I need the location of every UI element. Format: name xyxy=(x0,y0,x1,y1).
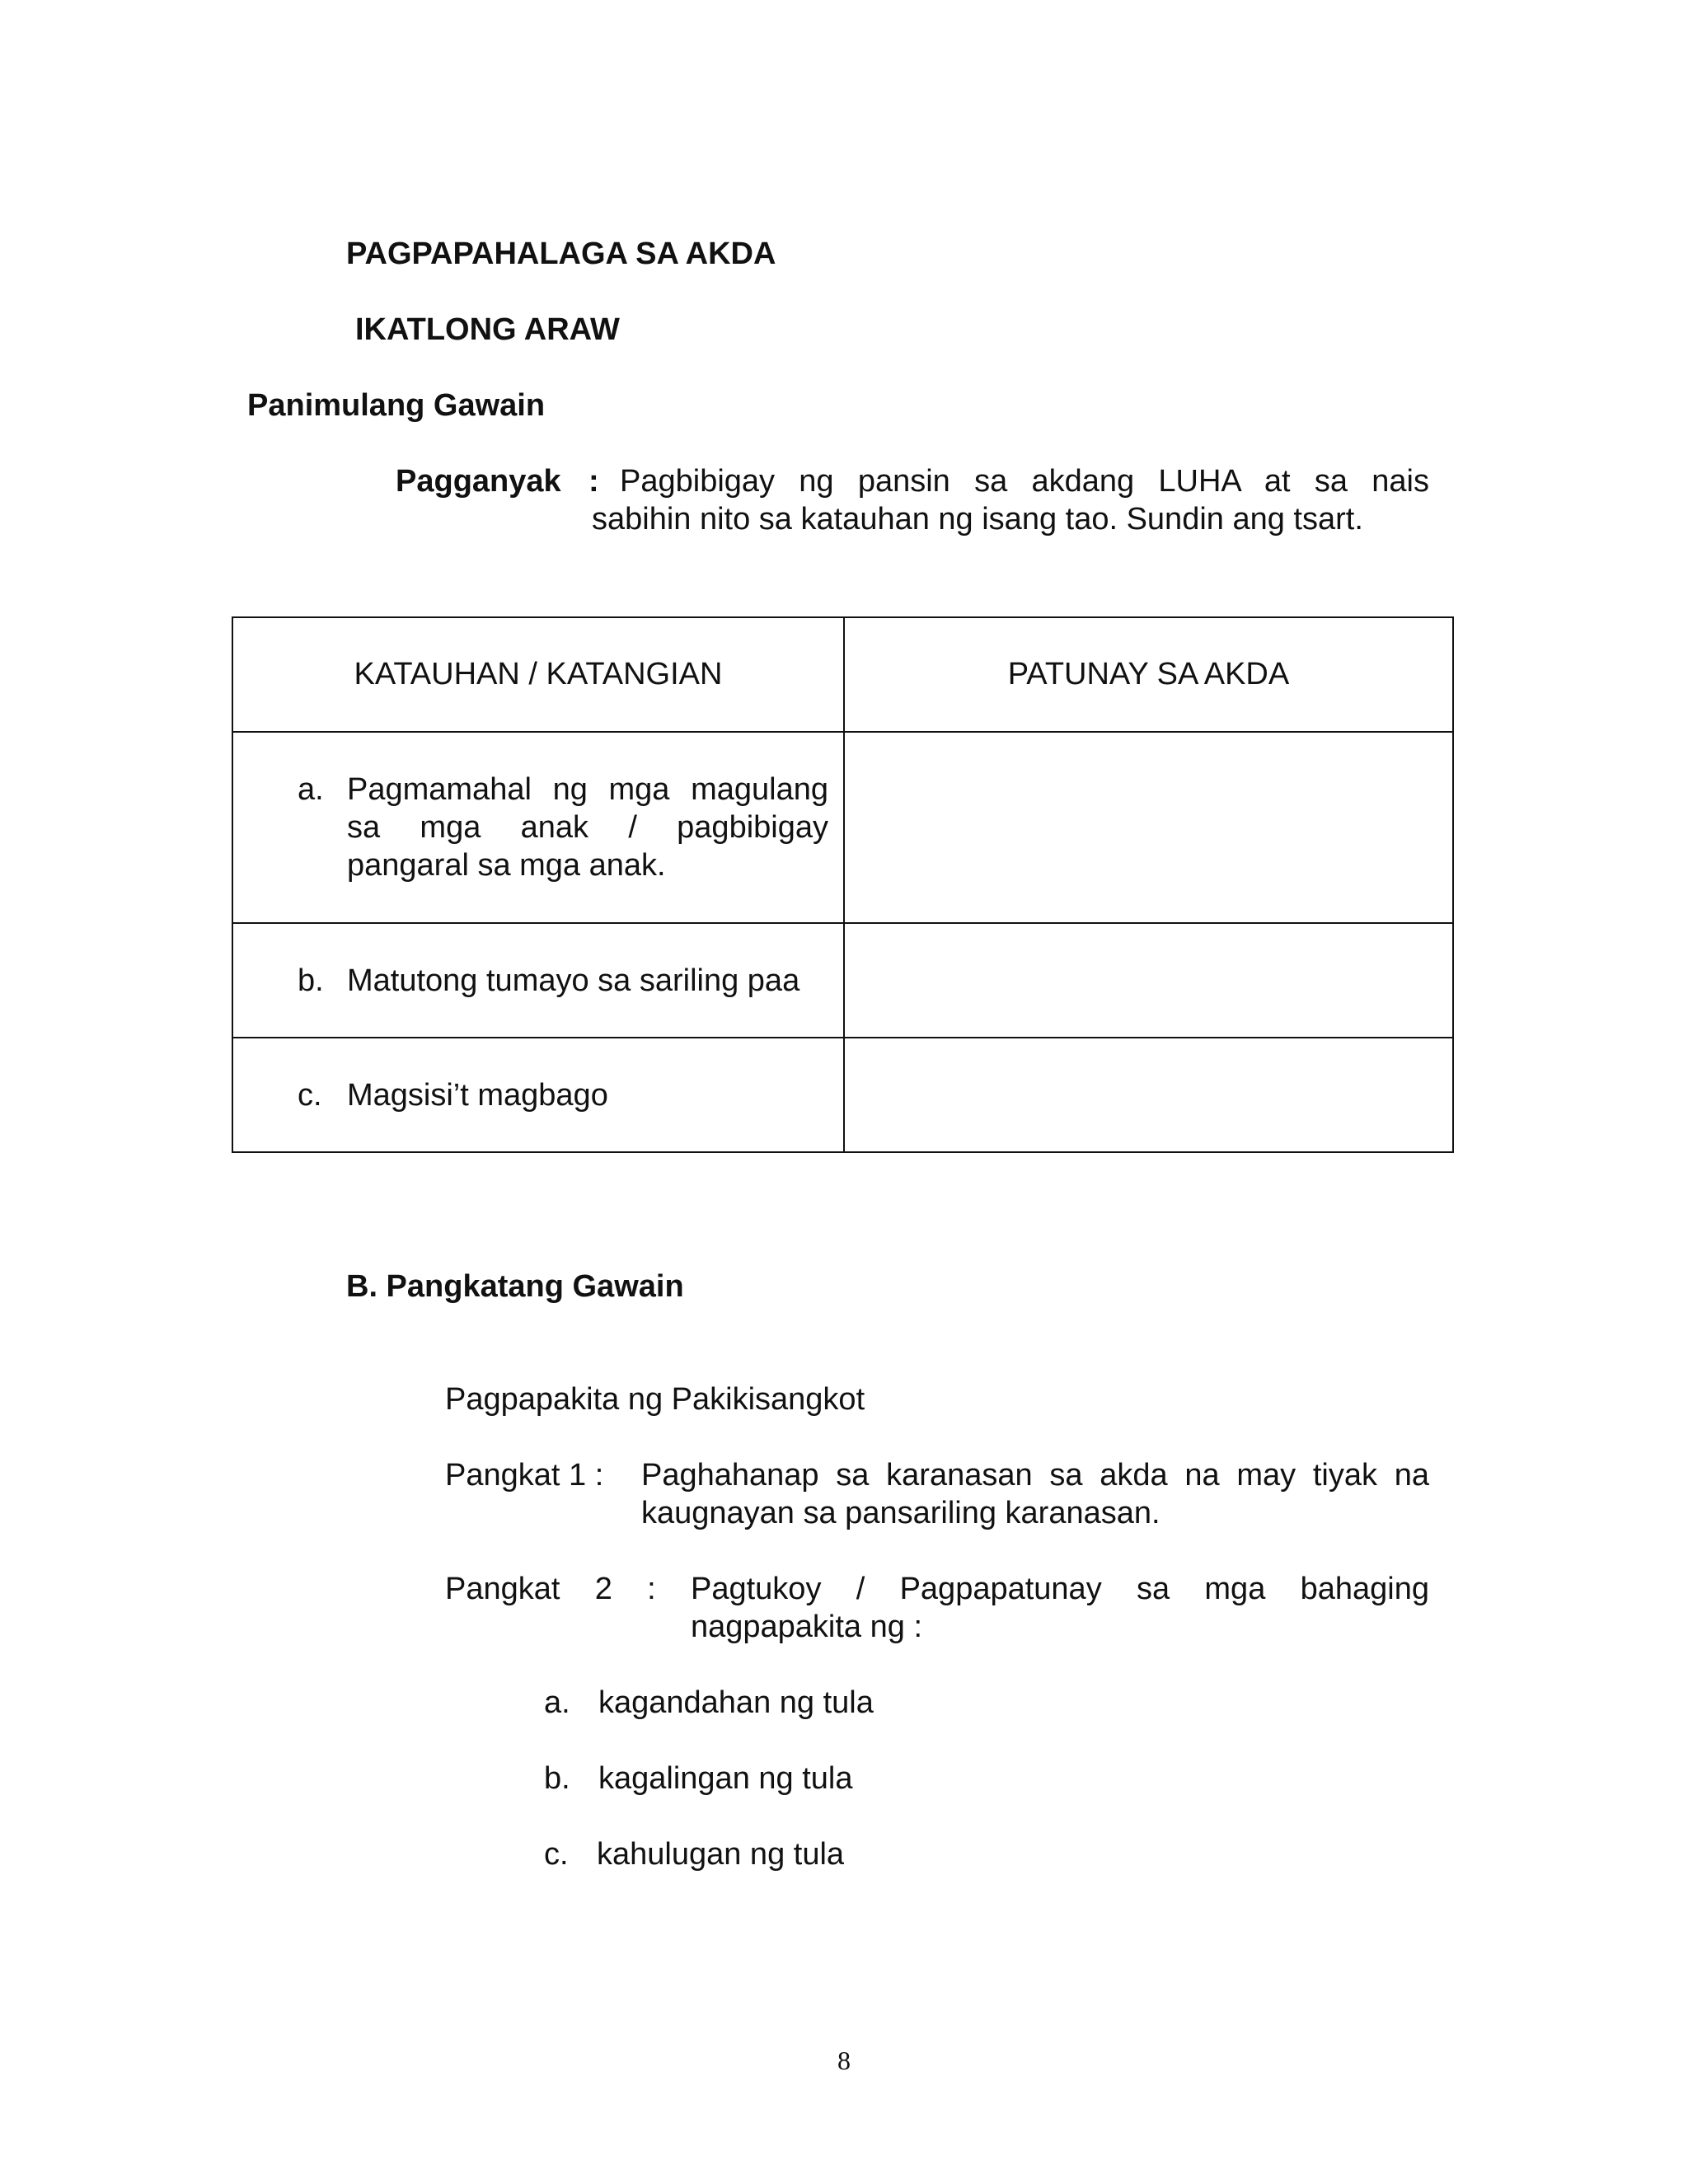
list-marker: b. xyxy=(298,963,324,998)
section-b-subtitle: Pagpapakita ng Pakikisangkot xyxy=(445,1382,865,1417)
proof-cell xyxy=(844,1038,1453,1152)
group2-text-line1: Pangkat 2 : Pagtukoy / Pagpapatunay sa mga bahaging xyxy=(445,1572,1429,1606)
group1-label: Pangkat 1 : xyxy=(445,1458,604,1493)
table-row xyxy=(232,923,1453,1038)
trait-text: Matutong tumayo sa sariling paa xyxy=(347,963,800,998)
group1-text-line1: Paghahanap sa karanasan sa akda na may tiyak na xyxy=(641,1458,1429,1493)
list-item: kagandahan ng tula xyxy=(598,1685,874,1720)
section-b-heading: B. Pangkatang Gawain xyxy=(346,1269,684,1304)
group2-text-line2: nagpapakita ng : xyxy=(691,1610,923,1644)
table-cell xyxy=(232,923,844,1038)
list-marker: c. xyxy=(544,1837,569,1872)
table-header-row xyxy=(232,617,1453,732)
pagganyak-text-line1: Pagbibigay ng pansin sa akdang LUHA at sa nais xyxy=(620,464,1429,499)
pagganyak-label: Pagganyak xyxy=(396,464,561,499)
list-marker: a. xyxy=(544,1685,570,1720)
pagganyak-text-line2: sabihin nito sa katauhan ng isang tao. Sundin ang tsart. xyxy=(592,502,1363,537)
trait-text: Pagmamahal ng mga magulang sa mga anak / pagbibigay pangaral sa mga anak. xyxy=(347,772,828,883)
list-marker: b. xyxy=(544,1761,570,1796)
trait-text: Magsisi’t magbago xyxy=(347,1077,608,1113)
day-heading: IKATLONG ARAW xyxy=(355,312,620,347)
table-cell xyxy=(232,1038,844,1152)
list-marker: c. xyxy=(298,1077,322,1113)
page-title: PAGPAPAHALAGA SA AKDA xyxy=(346,237,776,271)
proof-cell xyxy=(844,732,1453,923)
list-marker: a. xyxy=(298,772,324,807)
group1-text-line2: kaugnayan sa pansariling karanasan. xyxy=(641,1496,1160,1530)
pagganyak-colon: : xyxy=(588,464,599,499)
list-item: kagalingan ng tula xyxy=(598,1761,853,1796)
table-cell xyxy=(232,732,844,923)
table-row xyxy=(232,732,1453,923)
table-header-cell: PATUNAY SA AKDA xyxy=(844,617,1453,732)
list-item: kahulugan ng tula xyxy=(597,1837,845,1872)
katangian-table xyxy=(232,616,1454,1153)
table-header-cell: KATAUHAN / KATANGIAN xyxy=(232,617,844,732)
section-a-heading: Panimulang Gawain xyxy=(247,388,546,423)
proof-cell xyxy=(844,923,1453,1038)
page-number: 8 xyxy=(837,2046,851,2075)
table-row xyxy=(232,1038,1453,1152)
